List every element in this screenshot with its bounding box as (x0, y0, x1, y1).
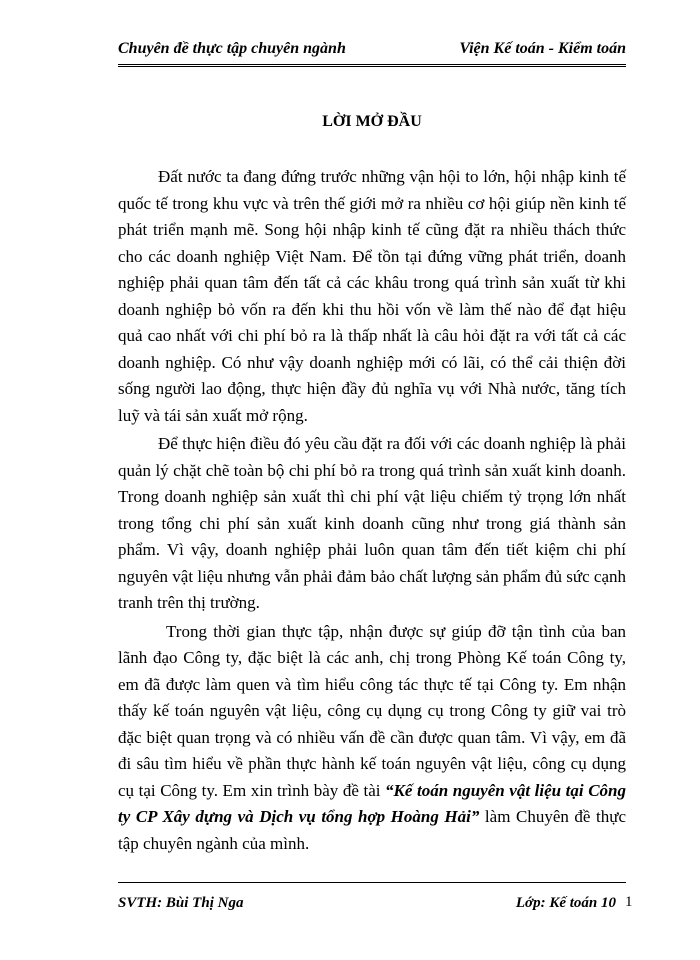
footer-class: Lớp: Kế toán 10 (515, 895, 616, 911)
page-title: LỜI MỞ ĐẦU (322, 113, 422, 130)
paragraph-3-end: làm Chuyên đề thực tập chuyên ngành của mình. (118, 807, 627, 853)
page-number: 1 (625, 894, 633, 910)
paragraph-3-text: Trong thời gian thực tập, nhận được sự giúp đỡ tận tình của ban lãnh đạo Công ty, đặc biệt là các anh, chị trong Phòng Kế toán Công ty, em đã được làm quen và tìm hiểu công tác thực tế tại Công ty. Em nhận thấy kế toán nguyên vật liệu, công cụ dụng cụ trong Công ty giữ vai trò đặc biệt quan trọng và có nhiều vấn đề cần được quan tâm. Vì vậy, em đã đi sâu tìm hiểu về phần thực hành kế toán nguyên vật liệu, công cụ dụng cụ tại Công ty. Em xin trình bày đề tài (118, 621, 626, 800)
header-course-title: Chuyên đề thực tập chuyên ngành (118, 40, 346, 57)
paragraph-3 (118, 619, 626, 858)
page-footer (118, 882, 626, 913)
footer-student: SVTH: Bùi Thị Nga (118, 895, 244, 911)
document-body (118, 164, 626, 857)
paragraph-2: Để thực hiện điều đó yêu cầu đặt ra đối với các doanh nghiệp là phải quản lý chặt chẽ toàn bộ chi phí bỏ ra trong quá trình sản xuất kinh doanh. Trong doanh nghiệp sản xuất thì chi phí vật liệu chiếm tỷ trọng lớn nhất trong tổng chi phí sản xuất kinh doanh cũng như trong giá thành sản phẩm. Vì vậy, doanh nghiệp phải luôn quan tâm đến tiết kiệm chi phí nguyên vật liệu nhưng vẫn phải đảm bảo chất lượng sản phẩm đủ sức cạnh tranh trên thị trường. (118, 434, 626, 612)
thesis-topic: “Kế toán nguyên vật liệu tại Công ty CP Xây dựng và Dịch vụ tổng hợp Hoàng Hải” (118, 780, 626, 826)
paragraph-1: Đất nước ta đang đứng trước những vận hội to lớn, hội nhập kinh tế quốc tế trong khu vực và trên thế giới mở ra nhiều cơ hội giúp nền kinh tế phát triển mạnh mẽ. Song hội nhập kinh tế cũng đặt ra nhiều thách thức cho các doanh nghiệp Việt Nam. Để tồn tại đứng vững phát triển, doanh nghiệp phải quan tâm đến tất cả các khâu trong quá trình sản xuất từ khi doanh nghiệp bỏ vốn ra đến khi thu hồi vốn về làm thế nào để đạt hiệu quả cao nhất với chi phí bỏ ra là thấp nhất là câu hỏi đặt ra với tất cả các doanh nghiệp. Có như vậy doanh nghiệp mới có lãi, có thể cải thiện đời sống người lao động, thực hiện đầy đủ nghĩa vụ với Nhà nước, tăng tích luỹ và tái sản xuất mở rộng. (118, 167, 626, 425)
page-header (118, 38, 626, 67)
header-institute: Viện Kế toán - Kiểm toán (459, 40, 626, 57)
